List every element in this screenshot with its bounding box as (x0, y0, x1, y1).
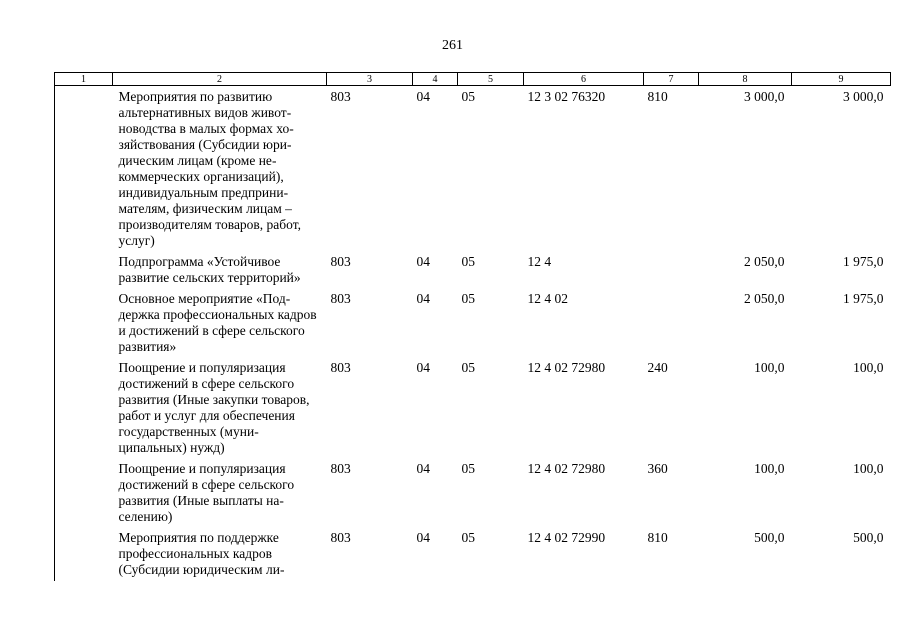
column-number-header-row (55, 73, 891, 86)
budget-table (54, 72, 891, 581)
ministry-code: 803 (330, 461, 351, 476)
table-row (55, 528, 891, 581)
table-row (55, 86, 891, 253)
page-number: 261 (442, 38, 463, 53)
row-index-cell (55, 358, 113, 459)
subsection-code: 05 (461, 360, 475, 375)
subsection-code: 05 (461, 291, 475, 306)
ministry-code: 803 (330, 291, 351, 306)
section-code: 04 (416, 254, 430, 269)
expenditure-name: Поощрение и популяризация достижений в сфере сельского развития (Иные закупки товаров, работ и услуг для обеспечения государственных (муниципальных) нужд) (118, 360, 310, 455)
amount-year-2: 1 975,0 (843, 291, 884, 306)
ministry-code: 803 (330, 530, 351, 545)
amount-year-2: 500,0 (853, 530, 884, 545)
target-article-code: 12 4 02 72990 (527, 530, 606, 545)
column-header-2: 2 (113, 73, 327, 86)
target-article-code: 12 4 02 (527, 291, 568, 306)
expense-type-code: 240 (647, 360, 668, 375)
section-code: 04 (416, 360, 430, 375)
amount-year-2: 1 975,0 (843, 254, 884, 269)
amount-year-1: 100,0 (754, 360, 785, 375)
row-index-cell (55, 528, 113, 581)
target-article-code: 12 4 02 72980 (527, 461, 606, 476)
section-code: 04 (416, 291, 430, 306)
table-row (55, 459, 891, 528)
expense-type-code: 810 (647, 530, 668, 545)
ministry-code: 803 (330, 360, 351, 375)
expense-type-code: 810 (647, 89, 668, 104)
section-code: 04 (416, 89, 430, 104)
column-header-5: 5 (458, 73, 524, 86)
expense-type-code (644, 252, 699, 289)
ministry-code: 803 (330, 89, 351, 104)
amount-year-2: 100,0 (853, 360, 884, 375)
expenditure-name: Подпрограмма «Устойчивое развитие сельских территорий» (118, 254, 301, 285)
target-article-code: 12 4 02 72980 (527, 360, 606, 375)
expenditure-name: Поощрение и популяризация достижений в сфере сельского развития (Иные выплаты населению) (118, 461, 295, 524)
column-header-1: 1 (55, 73, 113, 86)
section-code: 04 (416, 530, 430, 545)
row-index-cell (55, 252, 113, 289)
row-index-cell (55, 86, 113, 253)
amount-year-1: 2 050,0 (744, 254, 785, 269)
expenditure-name: Мероприятия по поддержке профессиональных кадров (Субсидии юридическим ли- (118, 530, 285, 577)
expenditure-name: Основное мероприятие «Поддержка профессиональных кадров и достижений в сфере сельского развития» (118, 291, 317, 354)
expense-type-code (644, 289, 699, 358)
subsection-code: 05 (461, 461, 475, 476)
amount-year-1: 100,0 (754, 461, 785, 476)
column-header-7: 7 (644, 73, 699, 86)
amount-year-2: 3 000,0 (843, 89, 884, 104)
table-row (55, 252, 891, 289)
amount-year-1: 500,0 (754, 530, 785, 545)
amount-year-1: 3 000,0 (744, 89, 785, 104)
subsection-code: 05 (461, 530, 475, 545)
target-article-code: 12 3 02 76320 (527, 89, 606, 104)
expenditure-name: Мероприятия по развитию альтернативных видов животноводства в малых формах хозяйствования (Субсидии юридическим лицам (кроме некоммерческих организаций), индивидуальным предпринимателям, физическим лицам – производителям товаров, работ, услуг) (118, 89, 302, 248)
section-code: 04 (416, 461, 430, 476)
table-row (55, 358, 891, 459)
column-header-8: 8 (699, 73, 792, 86)
amount-year-2: 100,0 (853, 461, 884, 476)
column-header-4: 4 (413, 73, 458, 86)
column-header-3: 3 (327, 73, 413, 86)
ministry-code: 803 (330, 254, 351, 269)
amount-year-1: 2 050,0 (744, 291, 785, 306)
table-row (55, 289, 891, 358)
expense-type-code: 360 (647, 461, 668, 476)
subsection-code: 05 (461, 89, 475, 104)
column-header-9: 9 (792, 73, 891, 86)
row-index-cell (55, 289, 113, 358)
subsection-code: 05 (461, 254, 475, 269)
target-article-code: 12 4 (527, 254, 552, 269)
column-header-6: 6 (524, 73, 644, 86)
row-index-cell (55, 459, 113, 528)
